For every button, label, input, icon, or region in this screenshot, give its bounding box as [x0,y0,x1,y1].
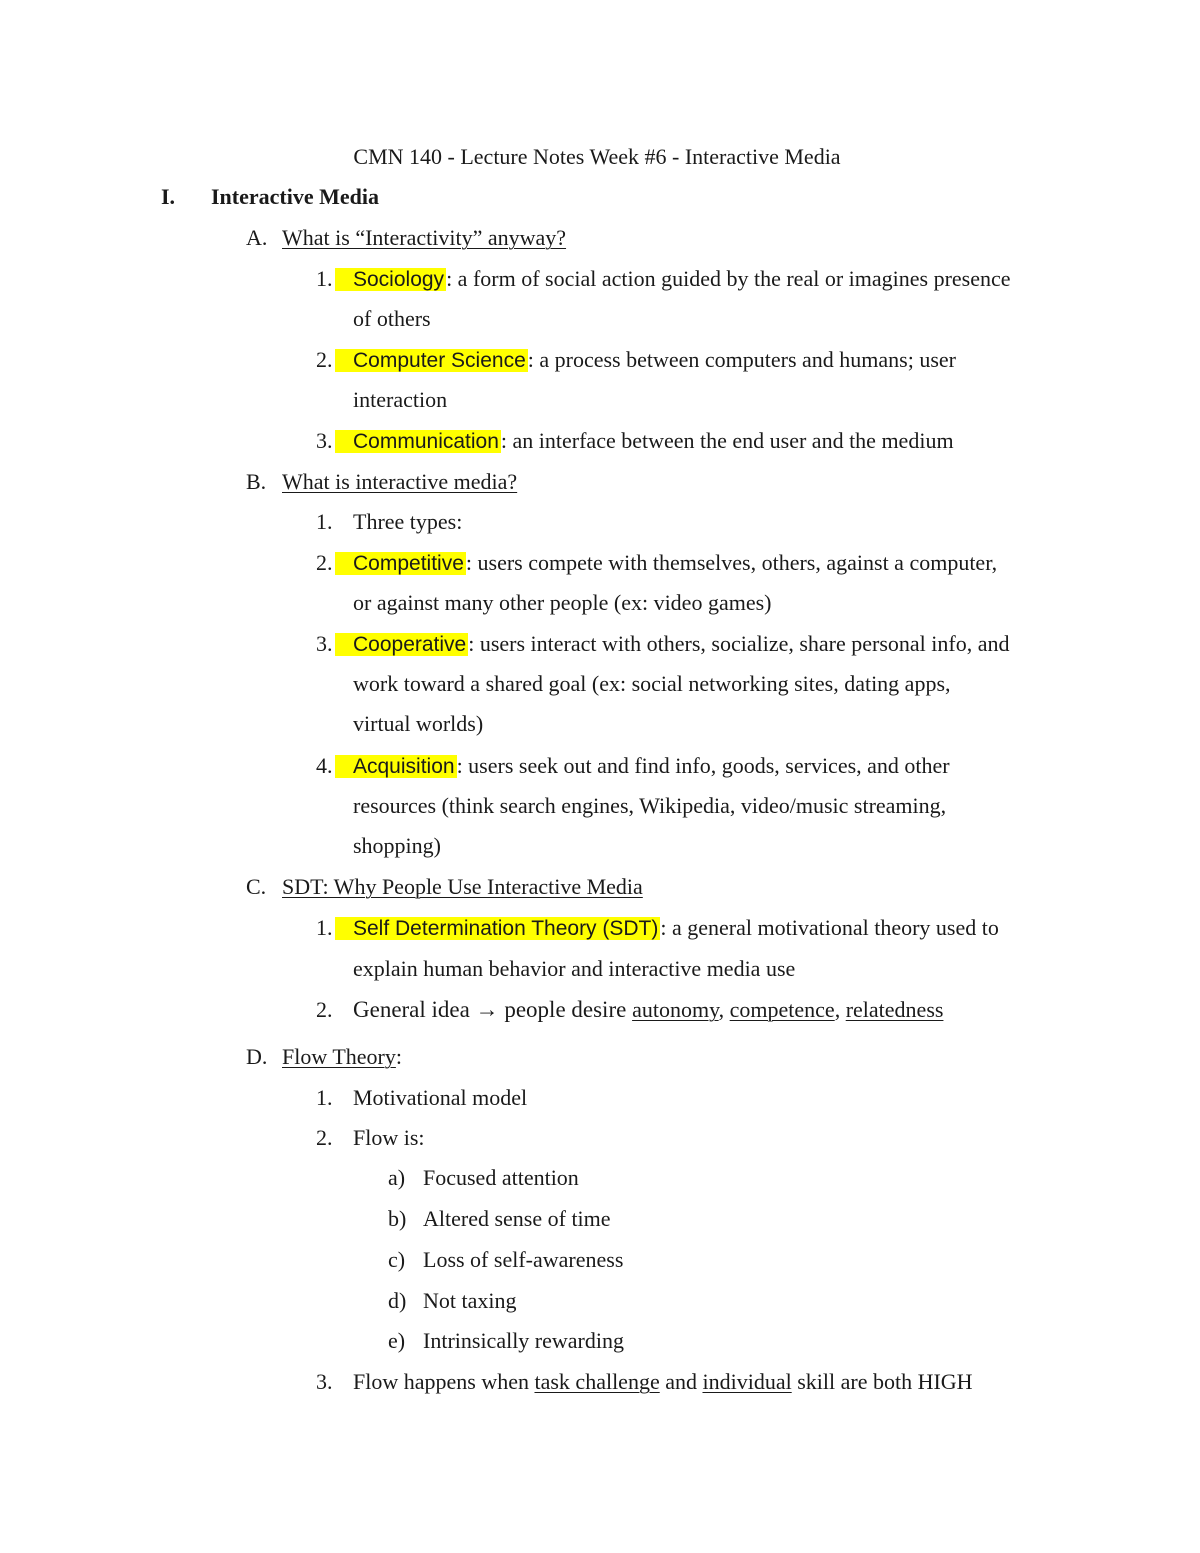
heading-colon: : [395,1044,402,1069]
definition-continued: resources (think search engines, Wikipedia, video/music streaming, [353,793,947,818]
definition-continued: explain human behavior and interactive media use [353,956,796,981]
list-item-acquisition [353,752,950,781]
sub-list-marker: b) [388,1206,407,1231]
definition: : a form of social action guided by the real or imagines presence [446,266,1011,291]
subsection-heading-a: What is “Interactivity” anyway? [282,225,567,250]
list-number: 1. [316,266,333,291]
list-number: 3. [316,631,333,656]
flow-theory-heading: Flow Theory [282,1044,396,1069]
list-item-communication [353,427,954,456]
highlighted-term: Self Determination Theory (SDT) [335,917,660,940]
list-number: 4. [316,753,333,778]
definition-continued: shopping) [353,833,441,858]
list-number: 3. [316,1369,333,1394]
definition: : users interact with others, socialize, share personal info, and [468,631,1010,656]
sub-list-marker: e) [388,1328,406,1353]
list-item-three-types: Three types: [353,509,463,534]
definition-continued: interaction [353,387,448,412]
text-run: skill are both HIGH [791,1369,973,1394]
definition: : users seek out and find info, goods, services, and other [456,753,950,778]
definition-continued: work toward a shared goal (ex: social networking sites, dating apps, [353,671,951,696]
list-item-flow-happens [353,1368,973,1396]
definition: : an interface between the end user and the medium [500,428,954,453]
highlighted-term: Sociology [335,268,446,291]
list-number: 1. [316,509,333,534]
sub-list-item: Intrinsically rewarding [423,1328,624,1353]
sub-list-marker: d) [388,1288,407,1313]
general-idea-lead: General idea → people desire [353,997,633,1022]
sub-list-item: Altered sense of time [423,1206,611,1231]
subsection-marker-a: A. [246,225,268,250]
separator: , [718,997,730,1022]
highlighted-term: Computer Science [335,349,528,372]
need-autonomy: autonomy [632,997,719,1022]
text-run: Flow happens when [353,1369,535,1394]
list-number: 2. [316,550,333,575]
list-item-sdt [353,914,999,943]
sub-list-item: Loss of self-awareness [423,1247,624,1272]
need-competence: competence [729,997,835,1022]
need-relatedness: relatedness [845,997,944,1022]
definition-continued: of others [353,306,431,331]
definition-continued: or against many other people (ex: video games) [353,590,772,615]
individual: individual [702,1369,792,1394]
highlighted-term: Acquisition [335,755,457,778]
list-number: 2. [316,347,333,372]
list-item-general-idea [353,996,943,1024]
definition: : a general motivational theory used to [660,915,999,940]
subsection-heading-b: What is interactive media? [282,469,518,494]
list-item-flow-is: Flow is: [353,1125,425,1150]
subsection-heading-c: SDT: Why People Use Interactive Media [282,874,643,899]
definition-continued: virtual worlds) [353,711,484,736]
list-item-competitive [353,549,997,578]
task-challenge: task challenge [534,1369,660,1394]
list-item-sociology [353,265,1011,294]
highlighted-term: Competitive [335,552,466,575]
highlighted-term: Cooperative [335,633,468,656]
list-number: 3. [316,428,333,453]
text-run: and [659,1369,703,1394]
highlighted-term: Communication [335,430,501,453]
list-number: 1. [316,1085,333,1110]
subsection-heading-d [282,1043,402,1071]
list-number: 1. [316,915,333,940]
definition: : a process between computers and humans; user [527,347,957,372]
subsection-marker-d: D. [246,1044,268,1069]
sub-list-item: Focused attention [423,1165,579,1190]
subsection-marker-b: B. [246,469,267,494]
document-title: CMN 140 - Lecture Notes Week #6 - Interactive Media [353,144,841,169]
list-number: 2. [316,997,333,1022]
section-heading: Interactive Media [211,184,379,209]
sub-list-marker: c) [388,1247,406,1272]
list-item-cooperative [353,630,1010,659]
sub-list-item: Not taxing [423,1288,517,1313]
definition: : users compete with themselves, others, against a computer, [465,550,998,575]
list-item-motivational-model: Motivational model [353,1085,528,1110]
section-marker: I. [161,184,176,209]
separator: , [834,997,846,1022]
list-item-computer-science [353,346,956,375]
list-number: 2. [316,1125,333,1150]
subsection-marker-c: C. [246,874,267,899]
sub-list-marker: a) [388,1165,406,1190]
